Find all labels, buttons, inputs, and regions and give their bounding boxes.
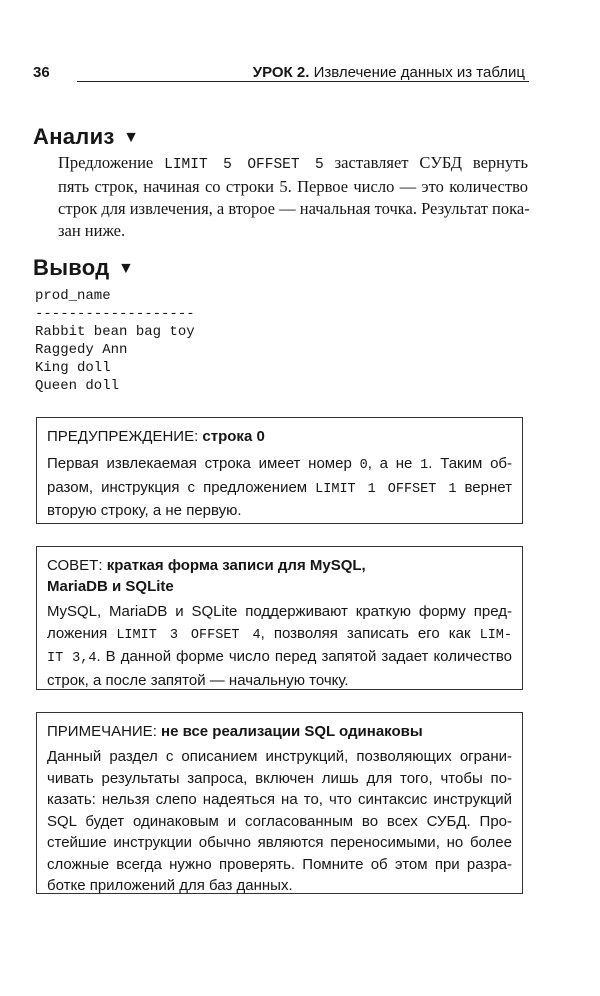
note-line: казать: нельзя слепо надеяться на то, что синтаксис инструкций [47,791,512,808]
code-line: King doll [35,360,111,376]
note-line: SQL будет одинаковым и согласованным во всех СУБД. Про- [47,812,512,830]
tip-box [36,546,523,690]
analysis-line: Предложение LIMIT 5 OFFSET 5 заставляет СУБД вернуть [58,153,528,173]
note-body [47,746,512,897]
lesson-label: УРОК 2. [252,64,310,81]
note-line: Данный раздел с описанием инструкций, позволяющих ограни- [47,748,512,765]
analysis-line: зан ниже. [58,221,126,240]
note-line: чивать результаты запроса, включен лишь для того, чтобы по- [47,769,512,787]
note-box [36,712,523,894]
note-line: стейшие инструкции обычно являются переносимыми, но более [47,834,512,851]
analysis-line: пять строк, начиная со строки 5. Первое число — это количество [58,177,528,196]
inline-code: LIMIT 3 OFFSET 4 [116,627,261,643]
code-line: Raggedy Ann [35,342,128,358]
inline-code: LIM- [479,627,513,643]
warning-body [47,453,512,522]
inline-code: IT 3,4 [47,651,97,666]
warning-title: ПРЕДУПРЕЖДЕНИЕ: строка 0 [47,428,265,445]
analysis-line: строк для извлечения, а второе — начальная точка. Результат пока- [58,199,530,218]
header-rule [77,81,529,82]
tip-line: MySQL, MariaDB и SQLite поддерживают краткую форму пред- [47,603,512,620]
output-heading [33,255,134,281]
tip-line: ложения LIMIT 3 OFFSET 4, позволяя записать его как LIM- [47,624,513,643]
analysis-heading-text: Анализ [33,124,115,149]
code-line: Queen doll [35,378,120,394]
code-line: ------------------- [35,306,195,322]
inline-code: 0 [359,458,368,473]
inline-code: LIMIT 5 OFFSET 5 [164,157,324,173]
down-triangle-icon: ▼ [123,129,140,146]
note-line: сложные всегда нужно проверять. Помните об этом при разра- [47,855,512,873]
inline-code: LIMIT 1 OFFSET 1 [315,481,457,497]
code-line: prod_name [35,288,111,304]
tip-line: IT 3,4. В данной форме число перед запятой задает количество [47,648,512,666]
tip-title: СОВЕТ: краткая форма записи для MySQL, MariaDB и SQLite [47,557,366,595]
page-number: 36 [33,64,50,81]
note-title: ПРИМЕЧАНИЕ: не все реализации SQL одинаковы [47,723,423,740]
output-heading-text: Вывод [33,255,110,280]
tip-body [47,601,512,691]
analysis-heading [33,124,139,150]
warning-line: разом, инструкция с предложением LIMIT 1 OFFSET 1 вернет [47,478,512,497]
tip-line: строк, а после запятой — начальную точку. [47,671,349,689]
warning-line: вторую строку, а не первую. [47,502,242,519]
running-title [253,64,525,81]
output-code-block [35,287,195,395]
lesson-title: Извлечение данных из таблиц [313,64,525,81]
warning-box [36,417,523,524]
page-header [33,62,529,84]
down-triangle-icon: ▼ [117,260,135,277]
analysis-paragraph [58,152,528,242]
inline-code: 1 [420,458,429,473]
warning-line: Первая извлекаемая строка имеет номер 0, а не 1. Таким об- [47,455,512,473]
code-line: Rabbit bean bag toy [35,324,195,340]
note-line: ботке приложений для баз данных. [47,877,293,894]
